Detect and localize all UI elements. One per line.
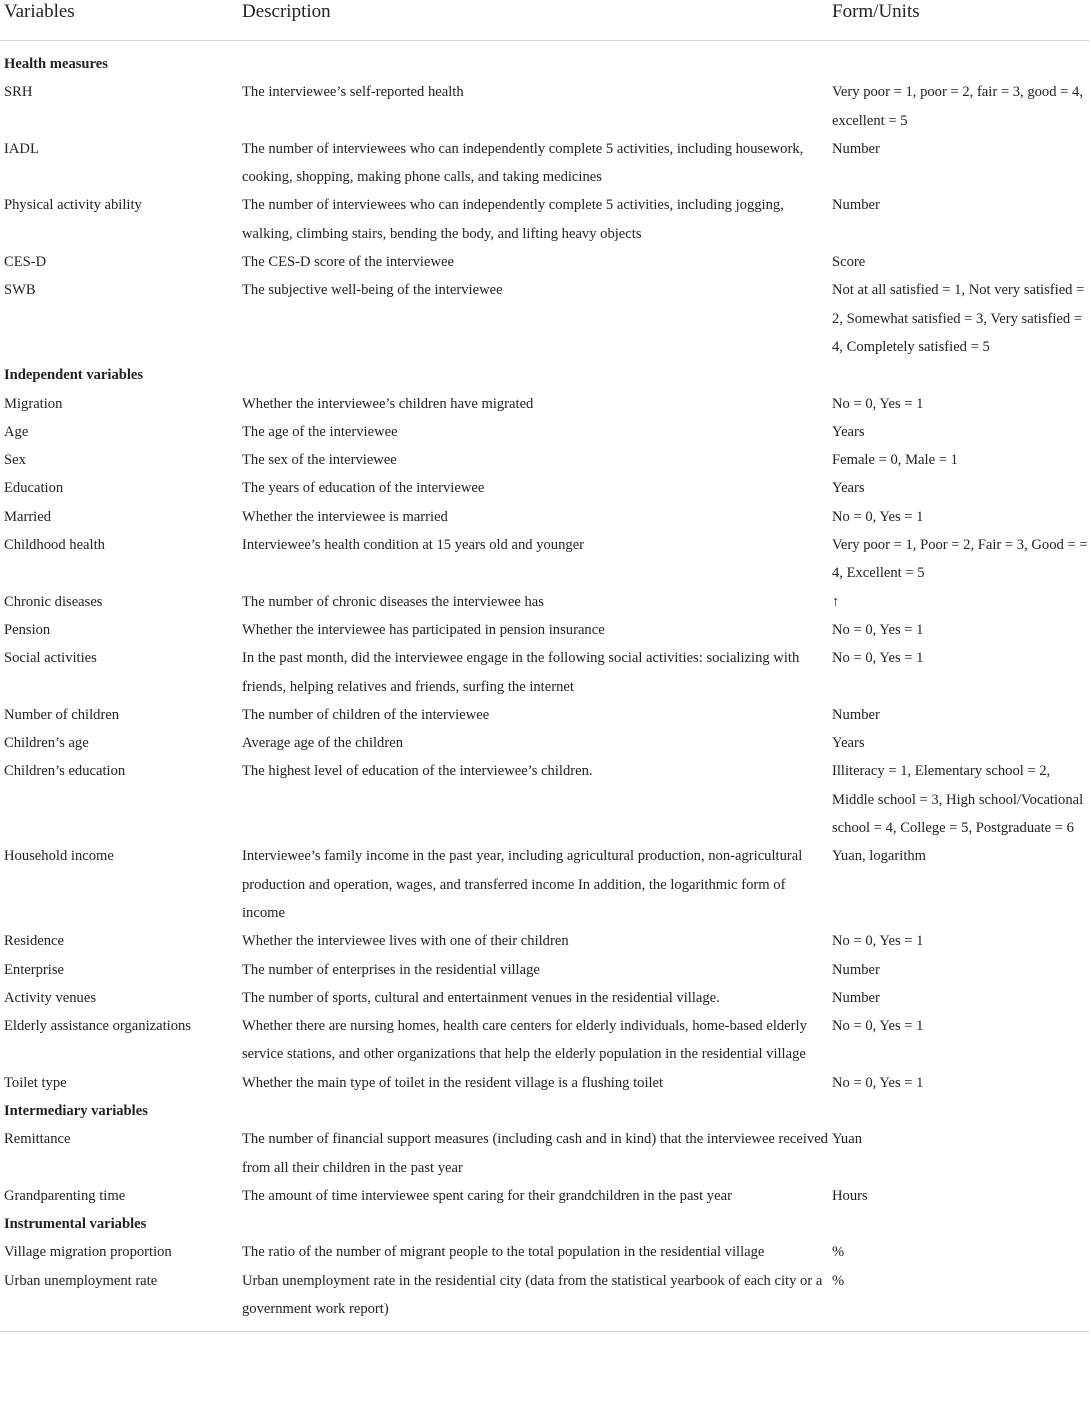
description-cell: The number of sports, cultural and entertainment venues in the residential village. — [242, 989, 720, 1006]
header-description: Description — [238, 0, 828, 41]
form-units-cell: Female = 0, Male = 1 — [832, 452, 958, 469]
description-cell: The number of financial support measures (including cash and in kind) that the interviewee received from all their children in the past year — [242, 1131, 828, 1176]
table-row — [0, 1238, 1089, 1266]
form-units-cell: Years — [832, 423, 865, 440]
table-row — [0, 588, 1089, 616]
form-units-cell: Very poor = 1, poor = 2, fair = 3, good = 4, excellent = 5 — [832, 84, 1083, 129]
table-row — [0, 390, 1089, 418]
description-cell: Whether the main type of toilet in the resident village is a flushing toilet — [242, 1074, 664, 1091]
table-row — [0, 135, 1089, 192]
table-row — [0, 1182, 1089, 1210]
description-cell: The number of interviewees who can independently complete 5 activities, including housework, cooking, shopping, making phone calls, and taking medicines — [242, 140, 804, 186]
header-row — [0, 0, 1089, 41]
variable-cell: Children’s age — [4, 735, 89, 752]
section-heading: Independent variables — [4, 367, 144, 384]
form-units-cell: % — [828, 1267, 1089, 1332]
variable-cell: CES-D — [4, 254, 47, 271]
description-cell: Whether there are nursing homes, health care centers for elderly individuals, home-based elderly service stations, and other organizations that help the elderly population in the residential village — [242, 1018, 807, 1063]
table-row — [0, 842, 1089, 927]
form-units-cell: No = 0, Yes = 1 — [832, 933, 924, 950]
variable-cell: Activity venues — [4, 989, 97, 1006]
variable-cell: Chronic diseases — [4, 593, 103, 610]
variable-cell: Village migration proportion — [4, 1244, 172, 1261]
table-row — [0, 729, 1089, 757]
description-cell: Interviewee’s health condition at 15 years old and younger — [242, 537, 585, 554]
form-units-cell: Yuan, logarithm — [832, 848, 927, 865]
description-cell: Whether the interviewee lives with one of their children — [242, 933, 569, 950]
form-units-cell: No = 0, Yes = 1 — [832, 621, 924, 638]
section-heading: Intermediary variables — [4, 1102, 148, 1119]
description-cell: The number of children of the interviewee — [242, 706, 490, 723]
table-row — [0, 474, 1089, 502]
section-row — [0, 41, 1089, 79]
variable-cell: Sex — [4, 452, 26, 469]
form-units-cell: Not at all satisfied = 1, Not very satisfied = 2, Somewhat satisfied = 3, Very satisfied = 4, Completely satisfied = 5 — [832, 282, 1085, 355]
description-cell: The interviewee’s self-reported health — [242, 84, 464, 101]
table-row — [0, 701, 1089, 729]
table-row — [0, 956, 1089, 984]
form-units-cell: Score — [832, 254, 866, 271]
table-row — [0, 1069, 1089, 1097]
description-cell: The highest level of education of the interviewee’s children. — [242, 763, 593, 780]
variable-cell: Pension — [4, 621, 51, 638]
table-row — [0, 1125, 1089, 1182]
table-row — [0, 1267, 1089, 1332]
description-cell: The amount of time interviewee spent caring for their grandchildren in the past year — [242, 1187, 732, 1204]
variable-cell: Childhood health — [4, 537, 105, 554]
variable-cell: Household income — [4, 848, 114, 865]
form-units-cell: Number — [832, 706, 880, 723]
description-cell: The years of education of the interviewee — [242, 480, 485, 497]
variable-cell: SWB — [4, 282, 36, 299]
variable-cell: Age — [4, 423, 29, 440]
form-units-cell: ↑ — [832, 593, 840, 610]
form-units-cell: Number — [832, 140, 880, 157]
variable-cell: Residence — [4, 933, 64, 950]
table-row — [0, 276, 1089, 361]
description-cell: The CES-D score of the interviewee — [242, 254, 454, 271]
form-units-cell: Number — [832, 989, 880, 1006]
form-units-cell: % — [832, 1244, 845, 1261]
section-row — [0, 1097, 1089, 1125]
description-cell: The number of enterprises in the residential village — [242, 961, 540, 978]
table-row — [0, 757, 1089, 842]
description-cell: Whether the interviewee has participated in pension insurance — [242, 621, 605, 638]
section-row — [0, 1210, 1089, 1238]
variable-cell: Urban unemployment rate — [0, 1267, 238, 1332]
table-header — [0, 0, 1089, 41]
variable-cell: Children’s education — [4, 763, 126, 780]
table-row — [0, 78, 1089, 135]
variable-cell: Elderly assistance organizations — [4, 1018, 191, 1035]
description-cell: The number of chronic diseases the interviewee has — [242, 593, 544, 610]
header-form-units: Form/Units — [828, 0, 1089, 41]
header-variables: Variables — [0, 0, 238, 41]
form-units-cell: Hours — [832, 1187, 868, 1204]
form-units-cell: No = 0, Yes = 1 — [832, 1018, 924, 1035]
description-cell: Interviewee’s family income in the past year, including agricultural production, non-agricultural production and operation, wages, and transferred income In addition, the logarithmic form of income — [242, 848, 803, 921]
variable-cell: IADL — [4, 140, 39, 157]
table-row — [0, 446, 1089, 474]
description-cell: Average age of the children — [242, 735, 403, 752]
description-cell: In the past month, did the interviewee engage in the following social activities: socializing with friends, helping relatives and friends, surfing the internet — [242, 650, 800, 695]
table-row — [0, 418, 1089, 446]
table-row — [0, 927, 1089, 955]
table-row — [0, 644, 1089, 701]
form-units-cell: Very poor = 1, Poor = 2, Fair = 3, Good = = 4, Excellent = 5 — [832, 537, 1088, 582]
variable-cell: Education — [4, 480, 64, 497]
variable-cell: Grandparenting time — [4, 1187, 126, 1204]
table-row — [0, 984, 1089, 1012]
variable-cell: Physical activity ability — [4, 197, 142, 214]
variable-cell: Number of children — [4, 706, 120, 723]
form-units-cell: Number — [832, 197, 880, 214]
description-cell: The ratio of the number of migrant people to the total population in the residential village — [242, 1244, 765, 1261]
variable-cell: SRH — [4, 84, 33, 101]
form-units-cell: No = 0, Yes = 1 — [832, 395, 924, 412]
variable-cell: Toilet type — [4, 1074, 67, 1091]
section-heading: Instrumental variables — [4, 1216, 147, 1233]
table-body — [0, 41, 1089, 1332]
form-units-cell: No = 0, Yes = 1 — [832, 1074, 924, 1091]
description-cell: The sex of the interviewee — [242, 452, 397, 469]
description-cell: The number of interviewees who can independently complete 5 activities, including jogging, walking, climbing stairs, bending the body, and lifting heavy objects — [242, 197, 784, 242]
form-units-cell: No = 0, Yes = 1 — [832, 508, 924, 525]
table-row — [0, 1012, 1089, 1069]
form-units-cell: Illiteracy = 1, Elementary school = 2, Middle school = 3, High school/Vocational school = 4, College = 5, Postgraduate = 6 — [832, 763, 1084, 837]
form-units-cell: Yuan — [832, 1131, 862, 1148]
description-cell: The subjective well-being of the interviewee — [242, 282, 503, 299]
table-row — [0, 616, 1089, 644]
variable-cell: Social activities — [4, 650, 97, 667]
variable-cell: Migration — [4, 395, 63, 412]
form-units-cell: No = 0, Yes = 1 — [832, 650, 924, 667]
form-units-cell: Number — [832, 961, 880, 978]
table-row — [0, 503, 1089, 531]
form-units-cell: Years — [832, 735, 865, 752]
table-row — [0, 248, 1089, 276]
section-row — [0, 361, 1089, 389]
variable-cell: Remittance — [4, 1131, 71, 1148]
description-cell: Urban unemployment rate in the residential city (data from the statistical yearbook of each city or a government work report) — [238, 1267, 828, 1332]
description-cell: Whether the interviewee’s children have migrated — [242, 395, 534, 412]
form-units-cell: Years — [832, 480, 865, 497]
section-heading: Health measures — [4, 56, 108, 72]
variable-cell: Enterprise — [4, 961, 64, 978]
table-row — [0, 531, 1089, 588]
variable-cell: Married — [4, 508, 52, 525]
description-cell: Whether the interviewee is married — [242, 508, 448, 525]
table-row — [0, 191, 1089, 248]
description-cell: The age of the interviewee — [242, 423, 398, 440]
